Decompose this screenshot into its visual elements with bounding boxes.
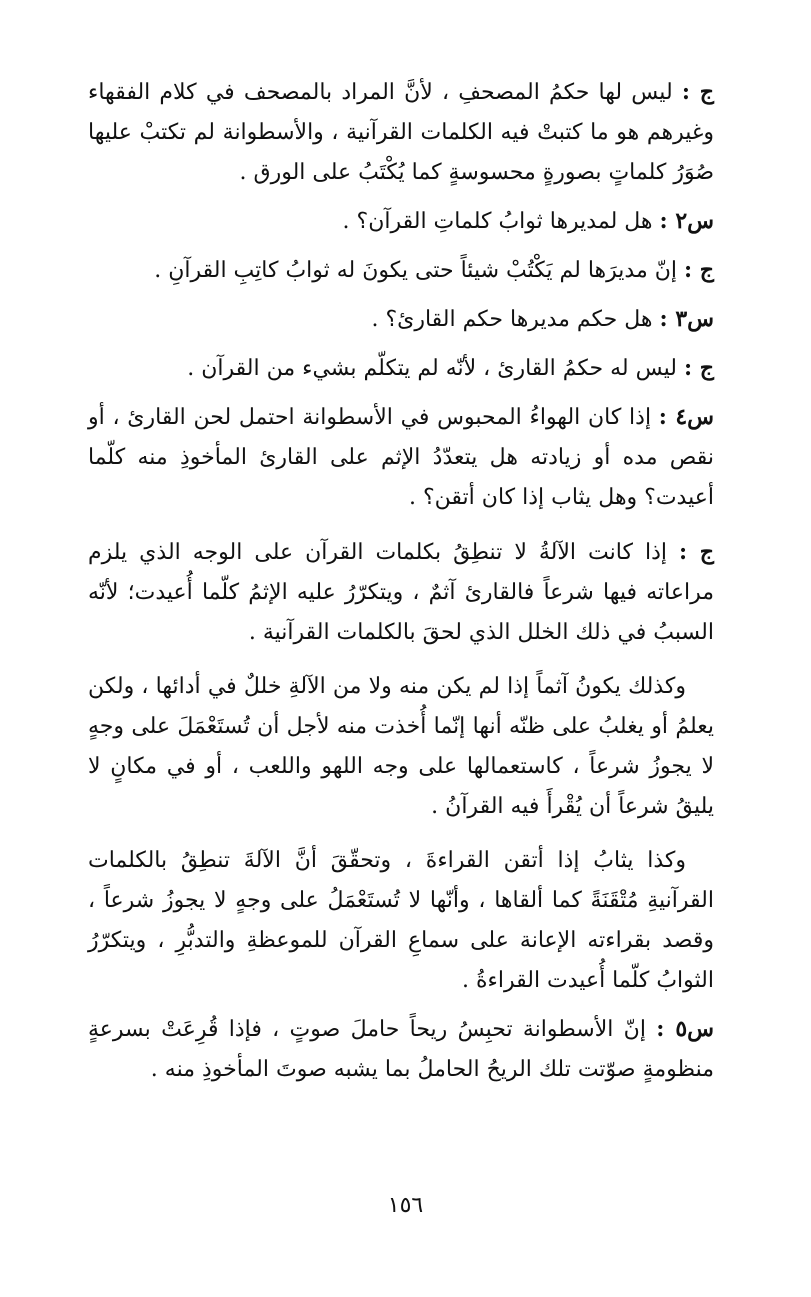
question-label: س٢ :	[659, 208, 714, 234]
answer-label: ج :	[684, 257, 714, 283]
answer-label: ج :	[679, 539, 714, 565]
page-body	[88, 72, 714, 1090]
question-text: إذا كان الهواءُ المحبوس في الأسطوانة احتمل لحن القارئ ، أو نقص مده أو زيادته هل يتعدّدُ الإثم على القارئ المأخوذِ منه كلّما أعيدت؟ وهل يثاب إذا كان أتقن؟ .	[88, 405, 714, 510]
question-text: هل لمديرها ثوابُ كلماتِ القرآن؟ .	[342, 209, 660, 234]
page-number: ١٥٦	[387, 1193, 424, 1218]
question-paragraph	[88, 1009, 714, 1090]
answer-paragraph	[88, 348, 714, 389]
question-paragraph	[88, 201, 714, 242]
question-text: إنّ الأسطوانة تحبِسُ ريحاً حاملَ صوتٍ ، فإذا قُرِعَتْ بسرعةٍ منظومةٍ صوّتت تلك الريحُ الحاملُ بما يشبه صوتَ المأخوذِ منه .	[88, 1017, 714, 1082]
answer-label: ج :	[681, 79, 714, 105]
question-text: هل حكم مديرها حكم القارئ؟ .	[371, 307, 660, 332]
body-paragraph	[88, 841, 714, 1001]
answer-label: ج :	[684, 355, 714, 381]
answer-text: ليس لها حكمُ المصحفِ ، لأنَّ المراد بالمصحف في كلام الفقهاء وغيرهم هو ما كتبتْ فيه الكلمات القرآنية ، والأسطوانة لم تكتبْ عليها صُوَرُ كلماتٍ بصورةٍ محسوسةٍ كما يُكْتَبُ على الورق .	[88, 80, 714, 185]
body-paragraph	[88, 667, 714, 827]
paragraph-text: وكذا يثابُ إذا أتقن القراءةَ ، وتحقّقَ أنَّ الآلةَ تنطِقُ بالكلمات القرآنيةِ مُتْقَنَةً كما ألقاها ، وأنّها لا تُستَعْمَلُ على وجهٍ لا يجوزُ شرعاً ، وقصد بقراءته الإعانة على سماعِ القرآن للموعظةِ والتدبُّرِ ، ويتكرّرُ الثوابُ كلّما أُعيدت القراءةُ .	[88, 848, 714, 993]
answer-paragraph	[88, 250, 714, 291]
question-label: س٤ :	[658, 404, 714, 430]
answer-paragraph	[88, 72, 714, 193]
question-label: س٥ :	[656, 1016, 715, 1042]
answer-text: ليس له حكمُ القارئ ، لأنّه لم يتكلّم بشيء من القرآن .	[187, 356, 685, 381]
answer-paragraph	[88, 532, 714, 653]
question-label: س٣ :	[659, 306, 714, 332]
question-paragraph	[88, 299, 714, 340]
question-paragraph	[88, 397, 714, 518]
answer-text: إنّ مديرَها لم يَكْتُبْ شيئاً حتى يكونَ له ثوابُ كاتِبِ القرآنِ .	[154, 258, 685, 283]
paragraph-text: وكذلك يكونُ آثماً إذا لم يكن منه ولا من الآلةِ خللٌ في أدائها ، ولكن يعلمُ أو يغلبُ على ظنّه أنها إنّما أُخذت منه لأجل أن تُستَعْمَلَ على وجهٍ لا يجوزُ شرعاً ، كاستعمالها على وجه اللهو واللعب ، أو في مكانٍ لا يليقُ شرعاً أن يُقْرأَ فيه القرآنُ .	[88, 674, 714, 819]
answer-text: إذا كانت الآلةُ لا تنطِقُ بكلمات القرآن على الوجه الذي يلزم مراعاته فيها شرعاً فالقارئ آثمٌ ، ويتكرّرُ عليه الإثمُ كلّما أُعيدت؛ لأنّه السببُ في ذلك الخلل الذي لحقَ بالكلمات القرآنية .	[88, 540, 714, 645]
